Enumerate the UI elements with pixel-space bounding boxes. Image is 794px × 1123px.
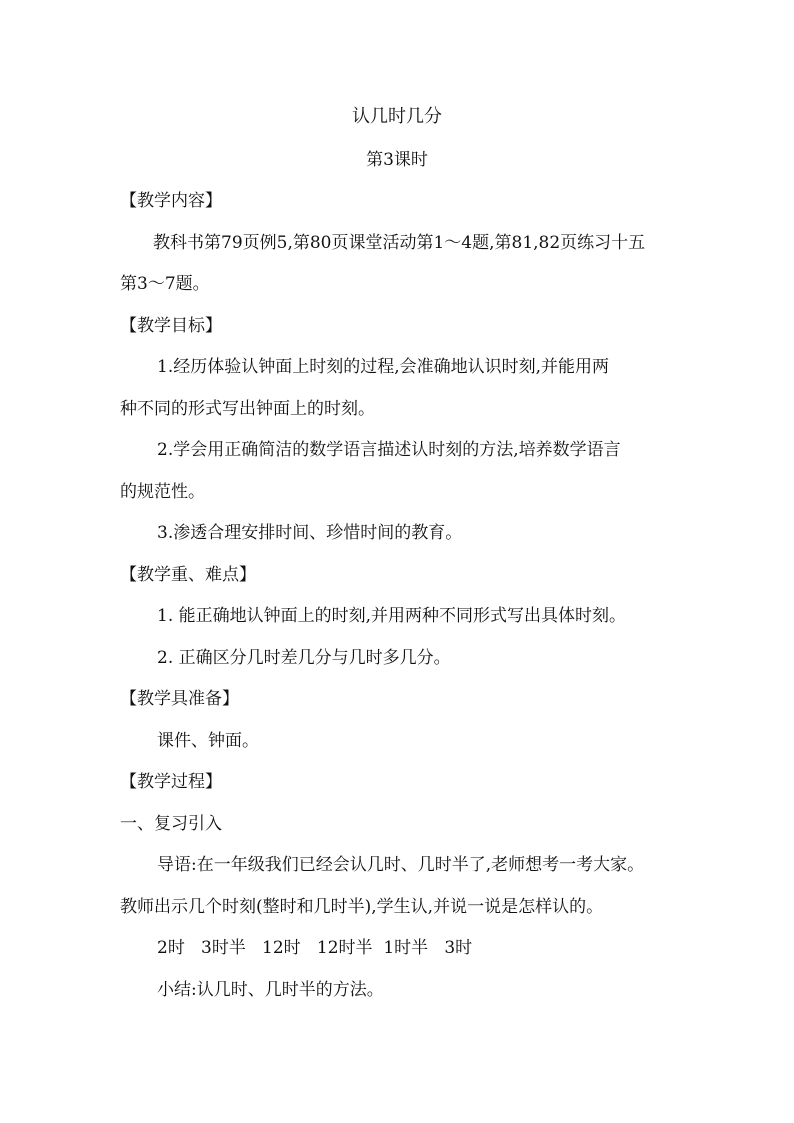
teaching-aids-text: 课件、钟面。 (157, 731, 259, 751)
goal-2-line-2: 的规范性。 (120, 482, 205, 502)
heading-teaching-goals: 【教学目标】 (120, 316, 222, 336)
heading-teaching-aids: 【教学具准备】 (120, 689, 239, 709)
content-text-line-1: 教科书第79页例5,第80页课堂活动第1～4题,第81,82页练习十五 (153, 233, 646, 253)
intro-text-line-2: 教师出示几个时刻(整时和几时半),学生认,并说一说是怎样认的。 (120, 897, 604, 917)
heading-teaching-process: 【教学过程】 (120, 772, 222, 792)
part-1-heading: 一、复习引入 (120, 814, 222, 834)
goal-1-line-1: 1.经历体验认钟面上时刻的过程,会准确地认识时刻,并能用两 (157, 357, 610, 377)
goal-1-line-2: 种不同的形式写出钟面上的时刻。 (120, 399, 375, 419)
content-text-line-2: 第3～7题。 (120, 274, 210, 294)
goal-2-line-1: 2.学会用正确简洁的数学语言描述认时刻的方法,培养数学语言 (157, 440, 621, 460)
key-point-1: 1. 能正确地认钟面上的时刻,并用两种不同形式写出具体时刻。 (157, 606, 627, 626)
goal-3: 3.渗透合理安排时间、珍惜时间的教育。 (157, 523, 463, 543)
heading-key-difficult-points: 【教学重、难点】 (120, 565, 256, 585)
lesson-subtitle: 第3课时 (366, 150, 428, 170)
document-title: 认几时几分 (352, 106, 442, 127)
heading-teaching-content: 【教学内容】 (120, 191, 222, 211)
key-point-2: 2. 正确区分几时差几分与几时多几分。 (157, 648, 451, 668)
time-examples: 2时 3时半 12时 12时半 1时半 3时 (157, 938, 473, 958)
summary-text: 小结:认几时、几时半的方法。 (157, 980, 384, 1000)
intro-text-line-1: 导语:在一年级我们已经会认几时、几时半了,老师想考一考大家。 (157, 855, 645, 875)
